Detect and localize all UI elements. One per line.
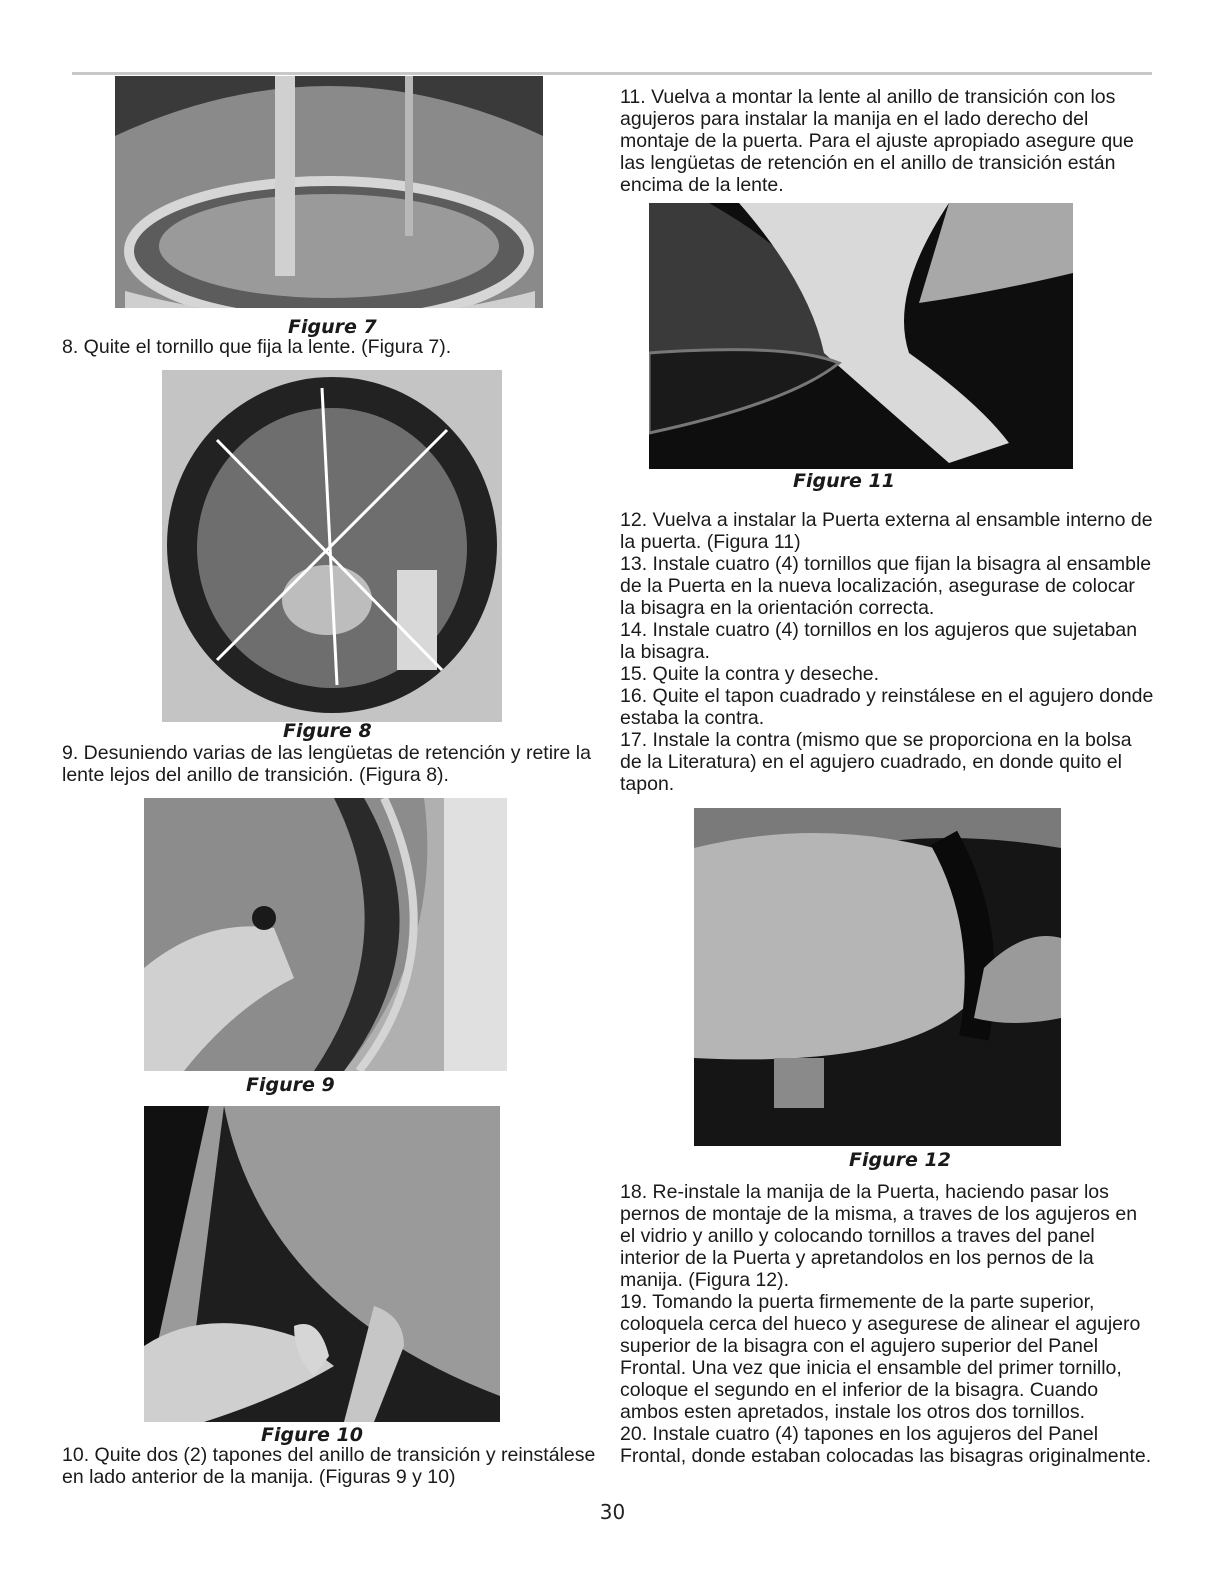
step-11-text: 11. Vuelva a montar la lente al anillo de transición con los agujeros para instalar la manija en el lado derecho del montaje de la puerta. Para el ajuste apropiado asegure que las lengüetas de retención en el anillo de transición están encima de la lente. [620,86,1134,196]
figure-7-caption: Figure 7 [288,316,377,338]
step-10-text: 10. Quite dos (2) tapones del anillo de transición y reinstálese en lado anterior de la manija. (Figuras 9 y 10) [62,1444,596,1488]
step-17-text: 17. Instale la contra (mismo que se proporciona en la bolsa de la Literatura) en el agujero cuadrado, en donde quito el tapon. [620,729,1132,795]
step-20-text: 20. Instale cuatro (4) tapones en los agujeros del Panel Frontal, donde estaban colocadas las bisagras originalmente. [620,1423,1152,1467]
step-9-text: 9. Desuniendo varias de las lengüetas de retención y retire la lente lejos del anillo de transición. (Figura 8). [62,742,591,786]
step-18-text: 18. Re-instale la manija de la Puerta, haciendo pasar los pernos de montaje de la misma, a traves de los agujeros en el vidrio y anillo y colocando tornillos a traves del panel interior de la Puerta y apretandolos en los pernos de la manija. (Figura 12). [620,1181,1138,1291]
step-8-text: 8. Quite el tornillo que fija la lente. (Figura 7). [62,336,452,358]
step-14-text: 14. Instale cuatro (4) tornillos en los agujeros que sujetaban la bisagra. [620,619,1138,663]
figure-10-caption: Figure 10 [261,1424,363,1446]
figure-8-caption: Figure 8 [283,720,372,742]
step-13-text: 13. Instale cuatro (4) tornillos que fijan la bisagra al ensamble de la Puerta en la nueva localización, asegurase de colocar la bisagra en la orientación correcta. [620,553,1152,619]
figure-9-photo [144,798,507,1071]
figure-8-photo [162,370,502,722]
figure-7-photo [115,76,543,308]
figure-11-caption: Figure 11 [793,470,895,492]
step-15-text: 15. Quite la contra y deseche. [620,663,880,685]
figure-10-photo [144,1106,500,1422]
page-number: 30 [599,1500,626,1524]
step-12-text: 12. Vuelva a instalar la Puerta externa al ensamble interno de la puerta. (Figura 11) [620,509,1153,553]
figure-9-caption: Figure 9 [246,1074,335,1096]
figure-11-photo [649,203,1073,469]
step-19-text: 19. Tomando la puerta firmemente de la parte superior, coloquela cerca del hueco y asegurese de alinear el agujero superior de la bisagra con el agujero superior del Panel Frontal. Una vez que inicia el ensamble del primer tornillo, coloque el segundo en el inferior de la bisagra. Cuando ambos esten apretados, instale los otros dos tornillos. [620,1291,1141,1423]
figure-12-caption: Figure 12 [849,1149,951,1171]
header-rule [72,72,1152,75]
step-16-text: 16. Quite el tapon cuadrado y reinstálese en el agujero donde estaba la contra. [620,685,1154,729]
figure-12-photo [694,808,1061,1146]
